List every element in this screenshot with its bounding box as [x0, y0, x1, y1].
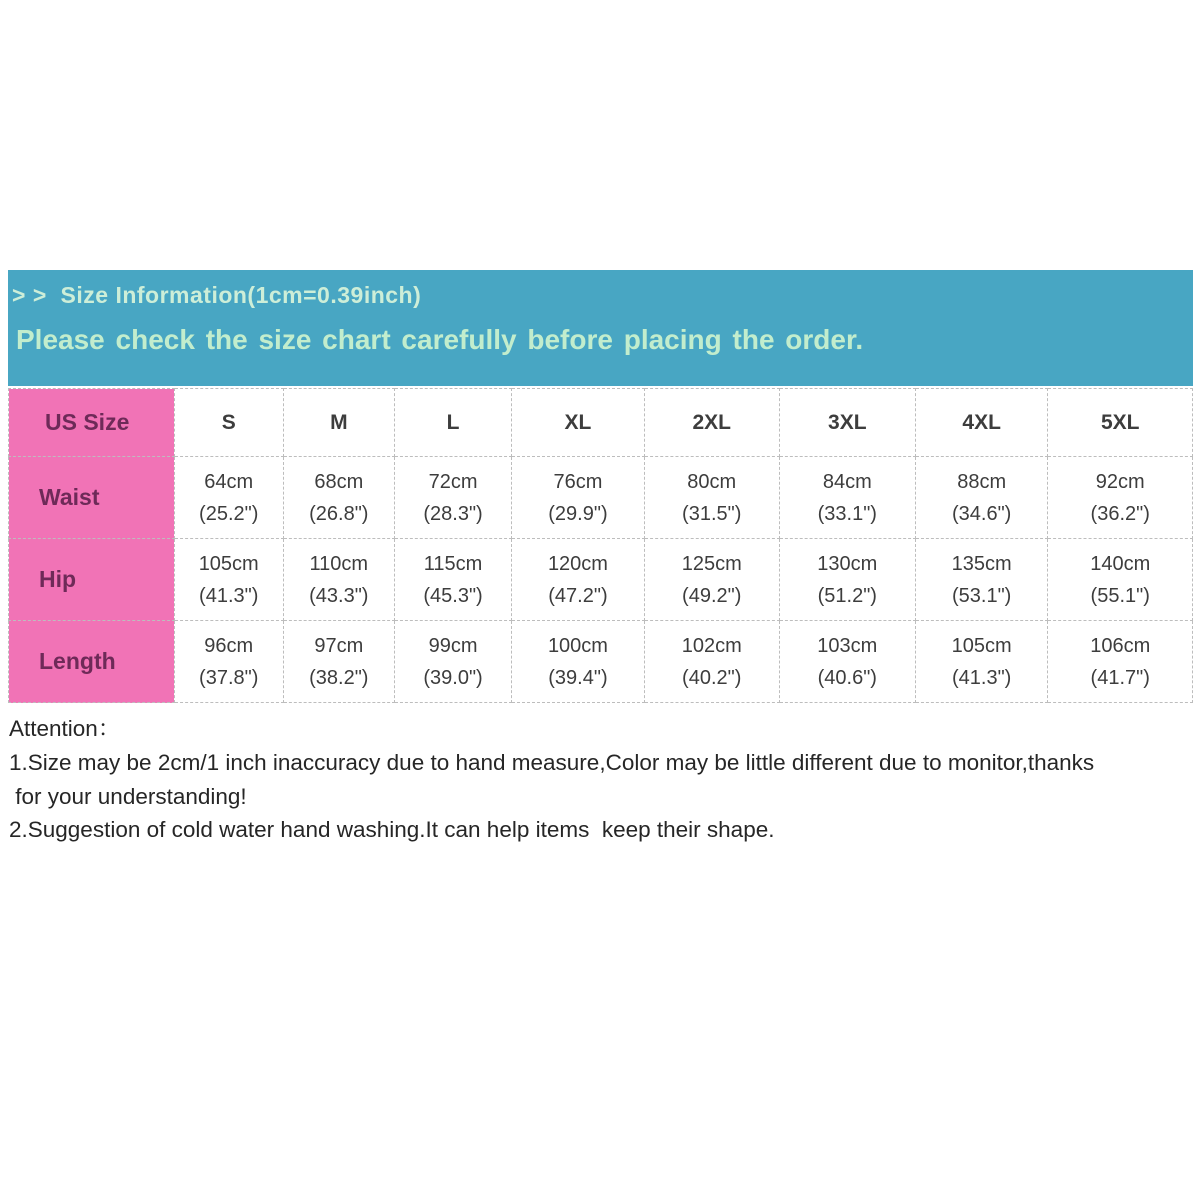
measurement-cm: 103cm — [817, 634, 878, 657]
measurement-inch: (41.3") — [199, 584, 259, 607]
measurement-cell — [779, 539, 915, 621]
measurement-inch: (29.9") — [548, 502, 608, 525]
measurement-inch: (25.2") — [199, 502, 259, 525]
measurement-cell — [915, 457, 1048, 539]
measurement-inch: (55.1") — [1090, 584, 1150, 607]
measurement-cm: 125cm — [681, 552, 742, 575]
size-info-subtitle: Please check the size chart carefully before placing the order. — [16, 324, 864, 355]
measurement-cm: 135cm — [951, 552, 1012, 575]
measurement-cm: 102cm — [681, 634, 742, 657]
measurement-inch: (40.2") — [682, 666, 742, 689]
table-body — [9, 457, 1193, 703]
measurement-cm: 80cm — [687, 470, 737, 493]
measurement-cell — [1048, 457, 1193, 539]
column-header-xl: XL — [512, 389, 645, 457]
measurement-cell — [779, 457, 915, 539]
measurement-inch: (41.3") — [951, 666, 1012, 689]
measurement-cm: 64cm — [204, 470, 254, 493]
measurement-cm: 110cm — [309, 552, 369, 575]
table-row-hip — [9, 539, 1193, 621]
measurement-inch: (31.5") — [682, 502, 742, 525]
measurement-cm: 72cm — [428, 470, 478, 493]
measurement-cell — [394, 457, 511, 539]
corner-cell-us-size: US Size — [9, 389, 175, 457]
table-row-length — [9, 621, 1193, 703]
column-header-l: L — [394, 389, 511, 457]
measurement-cell — [512, 539, 645, 621]
measurement-inch: (26.8") — [309, 502, 369, 525]
measurement-cm: 76cm — [553, 470, 603, 493]
measurement-cell — [174, 539, 283, 621]
measurement-inch: (28.3") — [423, 502, 483, 525]
measurement-cm: 105cm — [951, 634, 1012, 657]
size-info-header-band — [8, 270, 1193, 386]
measurement-inch: (38.2") — [309, 666, 369, 689]
measurement-inch: (37.8") — [199, 666, 259, 689]
column-header-s: S — [174, 389, 283, 457]
measurement-inch: (41.7") — [1090, 666, 1150, 689]
measurement-cell — [644, 457, 779, 539]
column-header-4xl: 4XL — [915, 389, 1048, 457]
measurement-cm: 68cm — [314, 470, 364, 493]
measurement-cell — [1048, 621, 1193, 703]
measurement-cell — [283, 539, 394, 621]
attention-notes — [8, 712, 1193, 847]
measurement-cell — [1048, 539, 1193, 621]
measurement-inch: (34.6") — [951, 502, 1012, 525]
measurement-inch: (39.4") — [548, 666, 608, 689]
measurement-cell — [394, 539, 511, 621]
measurement-inch: (49.2") — [682, 584, 742, 607]
measurement-cm: 97cm — [314, 634, 364, 657]
measurement-inch: (47.2") — [548, 584, 608, 607]
row-label-length: Length — [9, 621, 175, 703]
measurement-cm: 120cm — [547, 552, 608, 575]
attention-note-1-cont: for your understanding! — [9, 783, 247, 809]
measurement-cell — [394, 621, 511, 703]
measurement-cell — [512, 457, 645, 539]
measurement-cm: 88cm — [957, 470, 1007, 493]
measurement-cm: 92cm — [1095, 470, 1145, 493]
row-label-hip: Hip — [9, 539, 175, 621]
measurement-cell — [915, 539, 1048, 621]
measurement-cm: 96cm — [204, 634, 254, 657]
measurement-inch: (40.6") — [817, 666, 877, 689]
measurement-cell — [283, 621, 394, 703]
attention-note-2: 2.Suggestion of cold water hand washing.It can help items keep their shape. — [9, 817, 775, 843]
measurement-cm: 106cm — [1090, 634, 1151, 657]
row-label-waist: Waist — [9, 457, 175, 539]
column-header-5xl: 5XL — [1048, 389, 1193, 457]
measurement-cm: 84cm — [822, 470, 872, 493]
measurement-inch: (53.1") — [951, 584, 1012, 607]
size-info-title: > > Size Information(1cm=0.39inch) — [12, 282, 422, 308]
measurement-inch: (36.2") — [1090, 502, 1150, 525]
column-header-3xl: 3XL — [779, 389, 915, 457]
measurement-cm: 100cm — [547, 634, 608, 657]
measurement-cell — [915, 621, 1048, 703]
measurement-inch: (43.3") — [309, 584, 369, 607]
measurement-inch: (45.3") — [423, 584, 483, 607]
measurement-cell — [779, 621, 915, 703]
measurement-cell — [644, 621, 779, 703]
measurement-inch: (51.2") — [817, 584, 877, 607]
table-row-waist — [9, 457, 1193, 539]
measurement-cell — [512, 621, 645, 703]
measurement-cm: 140cm — [1090, 552, 1151, 575]
measurement-cell — [174, 621, 283, 703]
size-information-block — [8, 270, 1193, 847]
measurement-cm: 130cm — [817, 552, 878, 575]
column-header-m: M — [283, 389, 394, 457]
measurement-cm: 115cm — [423, 552, 483, 575]
attention-heading: Attention： — [9, 716, 121, 741]
measurement-cell — [174, 457, 283, 539]
table-header-row — [9, 389, 1193, 457]
measurement-inch: (33.1") — [817, 502, 877, 525]
measurement-inch: (39.0") — [423, 666, 483, 689]
measurement-cm: 99cm — [428, 634, 478, 657]
column-header-2xl: 2XL — [644, 389, 779, 457]
size-chart-table — [8, 388, 1193, 703]
attention-note-1: 1.Size may be 2cm/1 inch inaccuracy due to hand measure,Color may be little different due to monitor,thanks — [9, 749, 1095, 775]
measurement-cell — [644, 539, 779, 621]
measurement-cell — [283, 457, 394, 539]
measurement-cm: 105cm — [198, 552, 259, 575]
